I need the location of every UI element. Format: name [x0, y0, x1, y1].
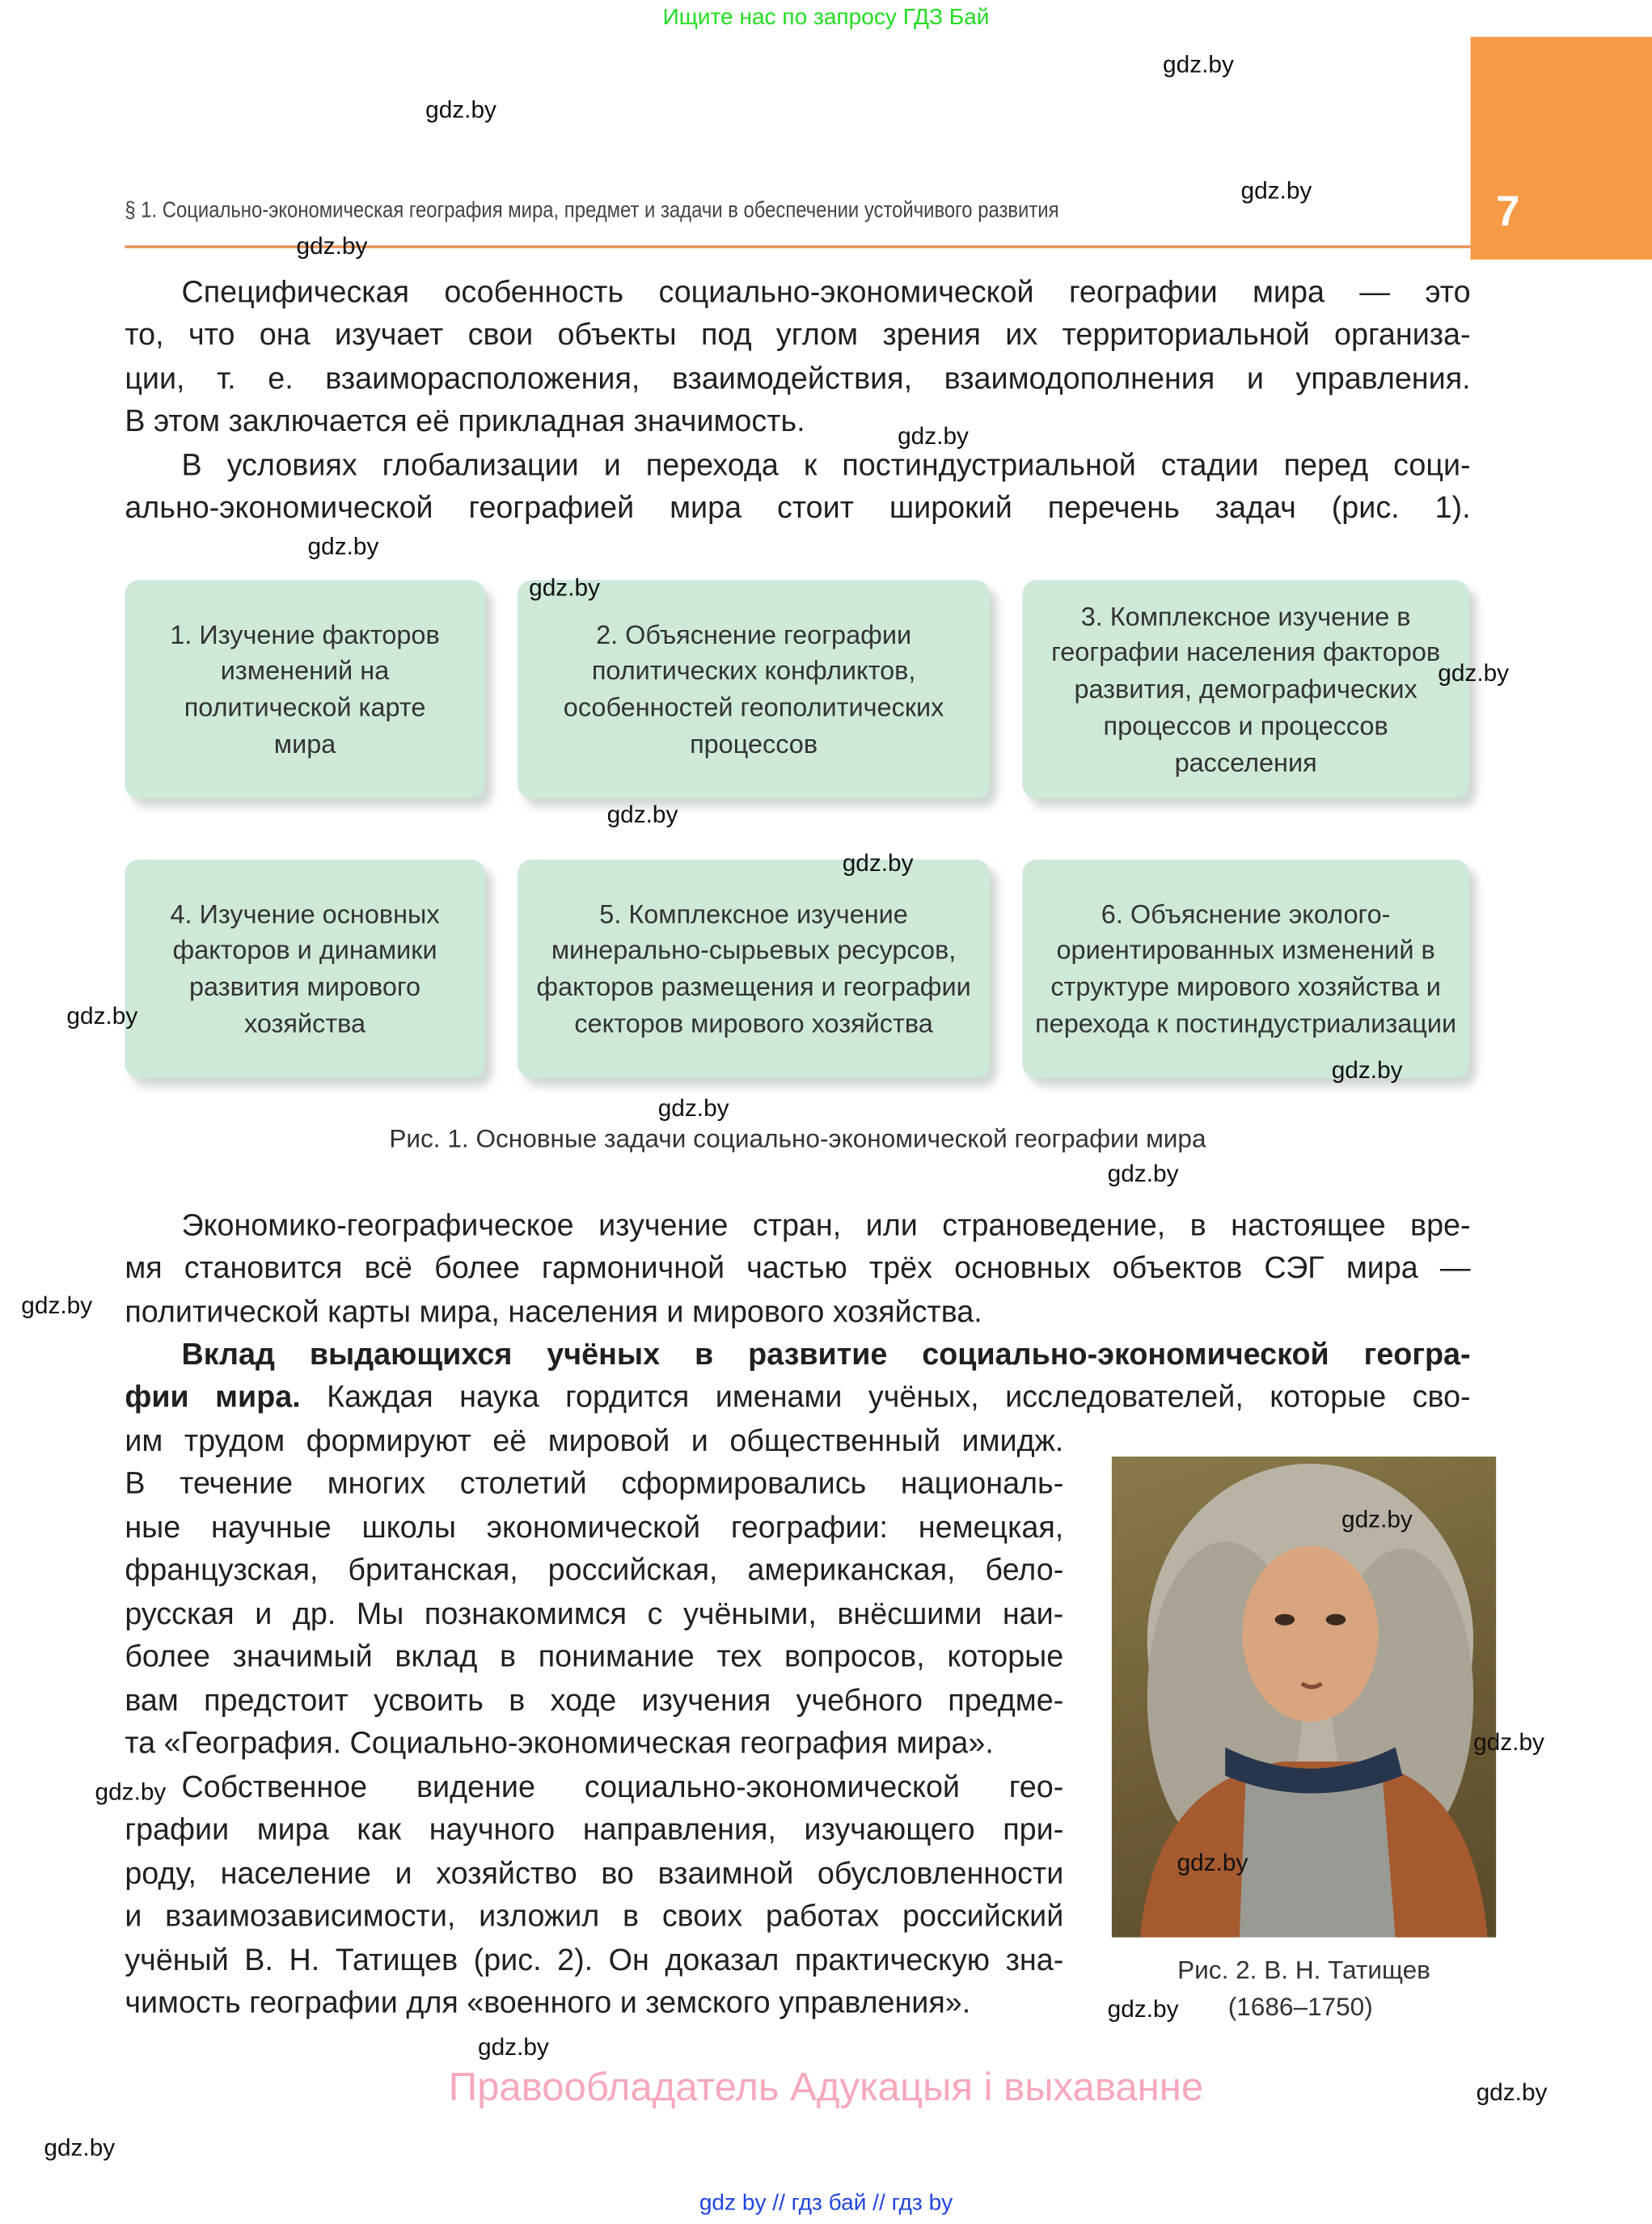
task-text: 3. Комплексное изучение в географии населения факторов развития, демографических процессов и процессов расселения [1051, 601, 1441, 777]
text-line: роду, население и хозяйство во взаимной обусловленности [125, 1856, 1064, 1891]
text-line: французская, британская, российская, американская, бело- [125, 1553, 1064, 1588]
watermark: gdz.by [1331, 1056, 1403, 1084]
text: Каждая наука гордится именами учёных, исследователей, которые сво- [300, 1380, 1471, 1414]
text-line: та «География. Социально-экономическая география мира». [125, 1726, 994, 1761]
watermark: gdz.by [1476, 2078, 1548, 2107]
watermark: gdz.by [1107, 1160, 1179, 1187]
watermark: gdz.by [477, 2033, 549, 2061]
text-line: В условиях глобализации и перехода к постиндустриальной стадии перед соци- [181, 448, 1471, 483]
page-number: 7 [1496, 188, 1520, 236]
text-line: политической карты мира, населения и мирового хозяйства. [125, 1295, 982, 1330]
task-text: 6. Объяснение эколого-ориентированных изменений в структуре мирового хозяйства и перехода к постиндустриализации [1035, 898, 1457, 1038]
watermark: gdz.by [21, 1292, 93, 1319]
text-line: Собственное видение социально-экономической гео- [181, 1769, 1064, 1804]
text-line: им трудом формируют её мировой и общественный имидж. [125, 1423, 1064, 1458]
watermark: gdz.by [529, 574, 600, 602]
task-text: 4. Изучение основных факторов и динамики развития мирового хозяйства [170, 898, 440, 1038]
watermark: gdz.by [1240, 177, 1312, 205]
portrait-tatishchev [1112, 1457, 1496, 1938]
task-box-1 [125, 580, 484, 798]
watermark: gdz.by [842, 849, 914, 877]
text-line: мя становится всё более гармоничной частью трёх основных объектов СЭГ мира — [125, 1250, 1471, 1285]
task-box-4 [125, 860, 484, 1078]
heading-text: Вклад выдающихся учёных в развитие социально-экономической геогра- [181, 1337, 1471, 1372]
text-line: то, что она изучает свои объекты под углом зрения их территориальной организа- [125, 317, 1471, 352]
text-line: чимость географии для «военного и земского управления». [125, 1985, 971, 2020]
search-hint: Ищите нас по запросу ГДЗ Бай [662, 6, 990, 30]
text-line: русская и др. Мы познакомимся с учёными, внёсшими наи- [125, 1596, 1064, 1631]
task-text: 2. Объяснение географии политических конфликтов, особенностей геополитических процессов [563, 619, 944, 759]
figure2-years: (1686–1750) [1227, 1992, 1373, 2022]
watermark: gdz.by [1438, 659, 1510, 687]
watermark: gdz.by [307, 533, 379, 560]
watermark: gdz.by [1107, 1995, 1179, 2023]
portrait-image [1112, 1457, 1496, 1938]
figure2-caption: Рис. 2. В. Н. Татищев [1177, 1956, 1430, 1985]
watermark: gdz.by [898, 422, 969, 450]
running-header: § 1. Социально-экономическая география мира, предмет и задачи в обеспечении устойчивого развития [125, 198, 1059, 223]
text-line: графии мира как научного направления, изучающего при- [125, 1812, 1064, 1848]
text-line: вам предстоит усвоить в ходе изучения учебного предме- [125, 1683, 1064, 1718]
section-heading [181, 1333, 1470, 1376]
text-line: ные научные школы экономической географии: немецкая, [125, 1510, 1064, 1545]
heading-text: фии мира. [125, 1380, 301, 1414]
text-line [125, 1376, 1470, 1419]
text-line: В этом заключается её прикладная значимость. [125, 404, 805, 438]
watermark: gdz.by [44, 2134, 116, 2162]
text-line: Экономико-географическое изучение стран, или страноведение, в настоящее вре- [181, 1208, 1471, 1243]
watermark: gdz.by [95, 1778, 167, 1806]
text-line: Специфическая особенность социально-экономической географии мира — это [181, 275, 1471, 310]
watermark: gdz.by [66, 1002, 138, 1030]
text-line: более значимый вклад в понимание тех вопросов, которые [125, 1639, 1064, 1674]
figure1-caption: Рис. 1. Основные задачи социально-экономической географии мира [389, 1124, 1206, 1153]
task-box-5 [518, 860, 990, 1078]
copyright-note: Правообладатель Адукацыя і выхаванне [448, 2065, 1204, 2109]
text-line: учёный В. Н. Татищев (рис. 2). Он доказал практическую зна- [125, 1943, 1064, 1977]
watermark: gdz.by [425, 96, 496, 124]
watermark: gdz.by [657, 1094, 729, 1123]
task-text: 5. Комплексное изучение минерально-сырьевых ресурсов, факторов размещения и географии секторов мирового хозяйства [536, 898, 971, 1038]
task-box-6 [1022, 860, 1468, 1078]
task-text: 1. Изучение факторов изменений на политической карте мира [170, 619, 440, 759]
watermark: gdz.by [296, 232, 368, 260]
watermark: gdz.by [1473, 1728, 1544, 1757]
text-line: ции, т. е. взаиморасположения, взаимодействия, взаимодополнения и управления. [125, 362, 1471, 396]
footer-links[interactable]: gdz by // гдз бай // гдз by [699, 2191, 953, 2216]
text-line: и взаимозависимости, изложил в своих работах российский [125, 1899, 1064, 1934]
task-box-2 [518, 580, 990, 798]
task-box-3 [1022, 580, 1468, 798]
watermark: gdz.by [606, 801, 678, 829]
watermark: gdz.by [1163, 51, 1234, 78]
text-line: В течение многих столетий сформировались националь- [125, 1467, 1064, 1502]
watermark: gdz.by [1177, 1849, 1249, 1877]
text-line: ально-экономической географией мира стоит широкий перечень задач (рис. 1). [125, 490, 1471, 525]
watermark: gdz.by [1341, 1506, 1413, 1533]
